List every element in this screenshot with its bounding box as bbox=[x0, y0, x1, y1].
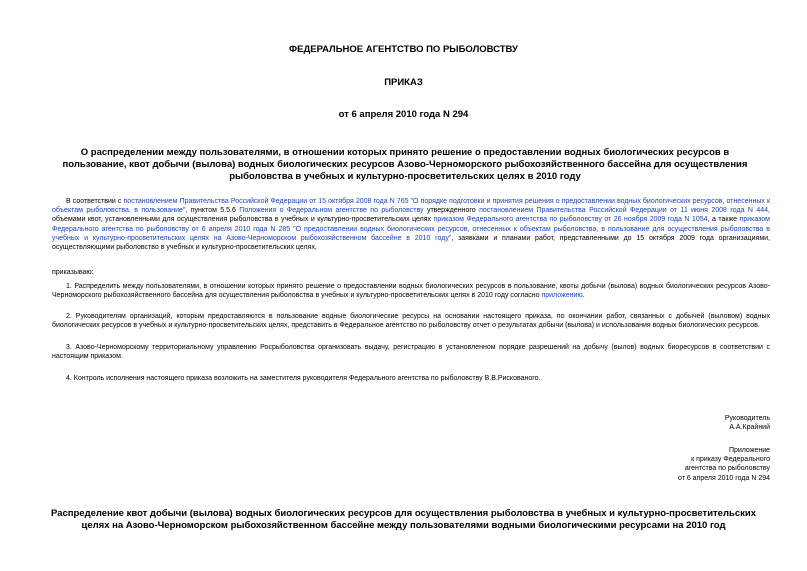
signature-name: А.А.Крайний bbox=[729, 424, 770, 432]
item-1-text: 1. Распределить между пользователями, в отношении которых принято решение о предоставлении водных биологических ресурсов в пользование, квоты добычи (вылова) водных биологических ресурсов Азово-Черноморского рыбохозяйственного бассейна для осуществления рыболовства в учебных и культурно-просветительских целях в 2010 году согласно bbox=[52, 283, 770, 300]
order-word: приказываю: bbox=[52, 269, 94, 276]
link-order-285[interactable]: приказом Федерального агентства по рыболовству от 6 апреля 2010 года N 285 "О предоставлении водных биологических ресурсов, отнесенных к объектам рыболовства, в пользование для осуществления рыболовства в учебных и культурно-просветительских целях на Азово-Черноморском рыбохозяйственном бассейне в 2010 году" bbox=[52, 216, 770, 242]
appendix-ref-line-1: Приложение bbox=[728, 447, 770, 454]
appendix-title: Распределение квот добычи (вылова) водных биологических ресурсов для осуществления рыболовства в учебных и культурно-просветительских целях на Азово-Черноморском рыбохозяйственном бассейне между пользователями водными биологическими ресурсами на 2010 год bbox=[50, 508, 757, 531]
link-agency-regulation[interactable]: Положения о Федеральном агентстве по рыболовству bbox=[239, 207, 424, 215]
order-item-3: 3. Азово-Черноморскому территориальному управлению Росрыболовства организовать выдачу, регистрацию в установленном порядке разрешений на добычу (вылов) водных биоресурсов в соответствии с настоящим приказом. bbox=[52, 344, 770, 361]
preamble-text-6: , заявками и планами работ, представленными до 15 октября 2009 года организациями, осуществляющими рыболовство в учебных и культурно-просветительских целях, bbox=[52, 234, 770, 252]
link-order-1054[interactable]: приказом Федерального агентства по рыболовству от 26 ноября 2009 года N 1054 bbox=[433, 216, 708, 224]
order-title: О распределении между пользователями, в отношении которых принято решение о предоставлении водных биологических ресурсов в пользование, квот добычи (вылова) водных биологических ресурсов Азово-Черноморского рыбохозяйственного бассейна для осуществления рыболовства в учебных и культурно-просветительских целях в 2010 году bbox=[62, 147, 748, 182]
order-item-2: 2. Руководителям организаций, которым предоставляются в пользование водные биологические ресурсы на основании настоящего приказа, по окончании работ, связанных с добычей (выловом) водных биологических ресурсов в учебных и культурно-просветительских целях, представить в Федеральное агентство по рыболовству отчет о результатах добычи (вылова) и использования водных биологических ресурсов. bbox=[52, 313, 770, 330]
preamble-text-5: , а также bbox=[707, 216, 740, 224]
appendix-reference bbox=[570, 446, 770, 483]
preamble-text-1: В соответствии с bbox=[66, 198, 124, 205]
order-date-line: от 6 апреля 2010 года N 294 bbox=[338, 109, 469, 120]
appendix-ref-line-4: от 6 апреля 2010 года N 294 bbox=[677, 474, 770, 482]
appendix-ref-line-3: агентства по рыболовству bbox=[684, 465, 770, 473]
order-item-4: 4. Контроль исполнения настоящего приказа возложить на заместителя руководителя Федерального агентства по рыболовству В.В.Рискованого. bbox=[66, 375, 541, 382]
agency-heading: ФЕДЕРАЛЬНОЕ АГЕНТСТВО ПО РЫБОЛОВСТВУ bbox=[289, 44, 518, 55]
signature-block bbox=[570, 414, 770, 432]
link-resolution-444[interactable]: постановлением Правительства Российской Федерации от 11 июня 2008 года N 444 bbox=[479, 207, 769, 215]
link-resolution-765[interactable]: постановлением Правительства Российской Федерации от 15 октября 2008 года N 765 "О порядке подготовки и принятия решения о предоставлении водных биологических ресурсов, отнесенных к объектам рыболовства, в пользование" bbox=[52, 198, 771, 215]
order-item-1 bbox=[52, 282, 770, 300]
preamble-text-3: утвержденного bbox=[423, 207, 480, 215]
appendix-ref-line-2: к приказу Федерального bbox=[691, 456, 770, 464]
preamble-text-2: , пунктом 5.5.6 bbox=[185, 207, 240, 215]
signature-role: Руководитель bbox=[724, 415, 770, 422]
item-1-end: . bbox=[582, 292, 585, 300]
preamble-text-4: , объемами квот, установленными для осуществления рыболовства в учебных и культурно-просветительских целях bbox=[52, 207, 770, 224]
preamble-paragraph bbox=[52, 197, 770, 252]
link-appendix[interactable]: приложению bbox=[541, 292, 583, 300]
doc-type-heading: ПРИКАЗ bbox=[384, 77, 423, 88]
